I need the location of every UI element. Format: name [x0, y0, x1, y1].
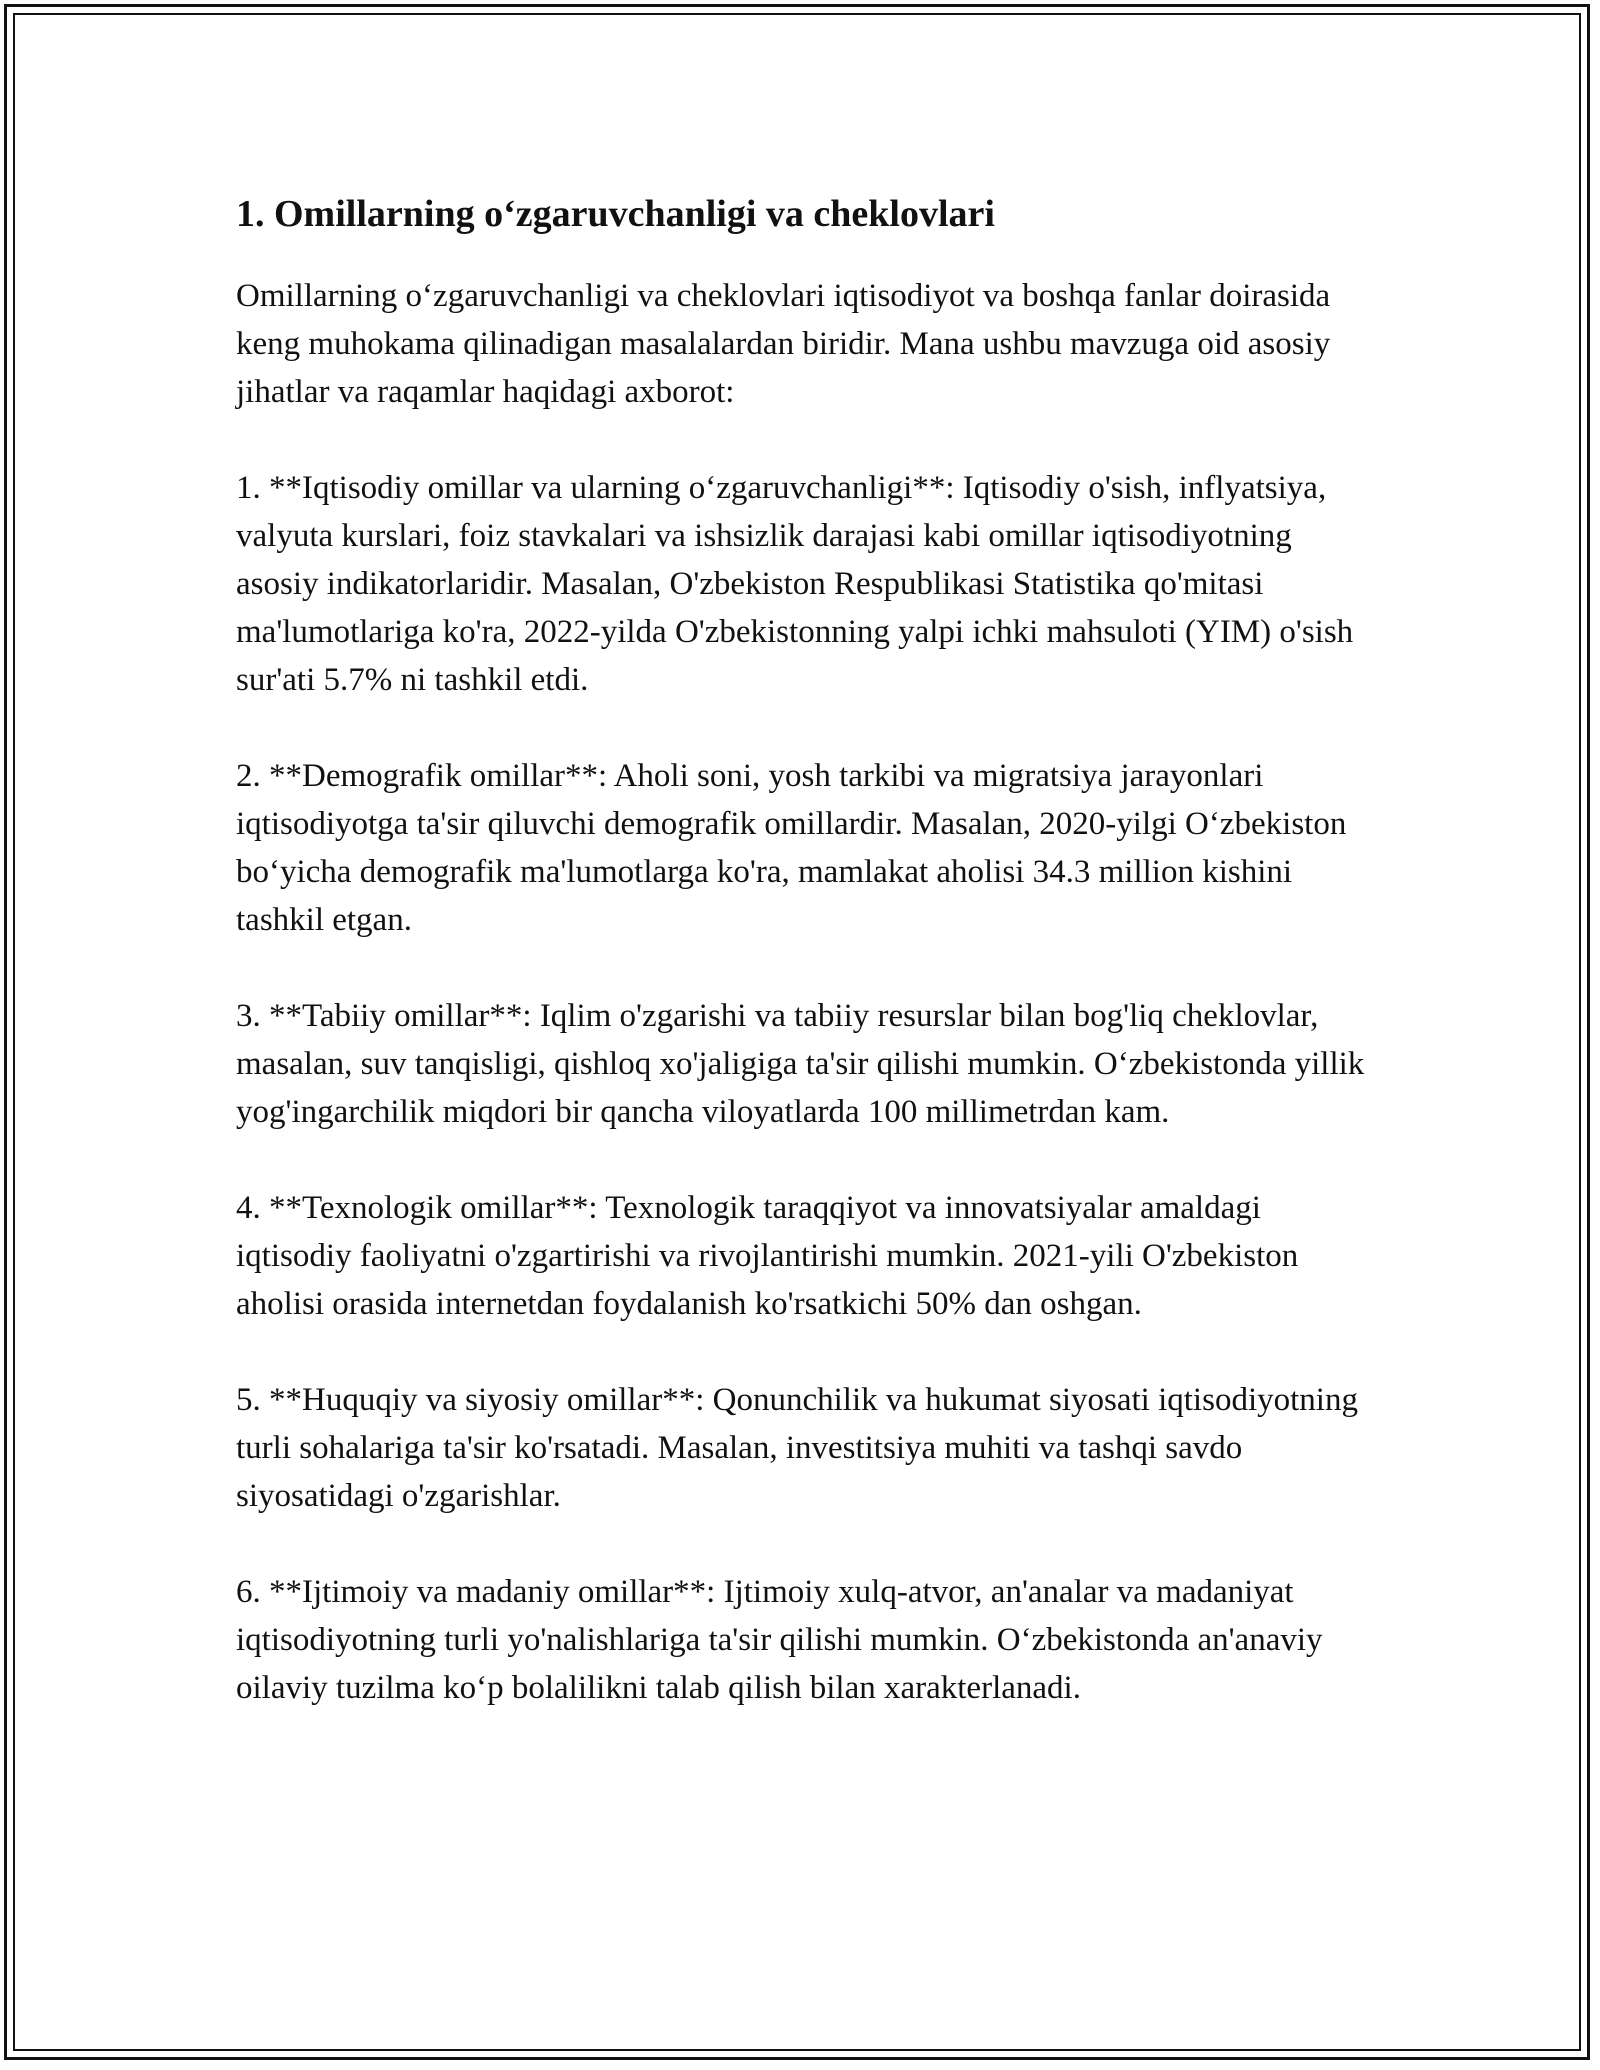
section-heading: 1. Omillarning o‘zgaruvchanligi va cheklovlari [236, 193, 995, 235]
list-item-economic: 1. **Iqtisodiy omillar va ularning o‘zgaruvchanligi**: Iqtisodiy o'sish, inflyatsiya, valyuta kurslari, foiz stavkalari va ishsizlik darajasi kabi omillar iqtisodiyotning asosiy indikatorlaridir. Masalan, O'zbekiston Respublikasi Statistika qo'mitasi ma'lumotlariga ko'ra, 2022-yilda O'zbekistonning yalpi ichki mahsuloti (YIM) o'sish sur'ati 5.7% ni tashkil etdi. [236, 470, 1354, 698]
list-item-technological: 4. **Texnologik omillar**: Texnologik taraqqiyot va innovatsiyalar amaldagi iqtisodiy faoliyatni o'zgartirishi va rivojlantirishi mumkin. 2021-yili O'zbekiston aholisi orasida internetdan foydalanish ko'rsatkichi 50% dan oshgan. [236, 1190, 1299, 1322]
document-body [236, 186, 1366, 1760]
list-item-demographic: 2. **Demografik omillar**: Aholi soni, yosh tarkibi va migratsiya jarayonlari iqtisodiyotga ta'sir qiluvchi demografik omillardir. Masalan, 2020-yilgi O‘zbekiston bo‘yicha demografik ma'lumotlarga ko'ra, mamlakat aholisi 34.3 million kishini tashkil etgan. [236, 758, 1347, 938]
list-item-legal-political: 5. **Huquqiy va siyosiy omillar**: Qonunchilik va hukumat siyosati iqtisodiyotning turli sohalariga ta'sir ko'rsatadi. Masalan, investitsiya muhiti va tashqi savdo siyosatidagi o'zgarishlar. [236, 1382, 1358, 1514]
intro-paragraph: Omillarning o‘zgaruvchanligi va cheklovlari iqtisodiyot va boshqa fanlar doirasida keng muhokama qilinadigan masalalardan biridir. Mana ushbu mavzuga oid asosiy jihatlar va raqamlar haqidagi axborot: [236, 278, 1331, 410]
list-item-natural: 3. **Tabiiy omillar**: Iqlim o'zgarishi va tabiiy resurslar bilan bog'liq cheklovlar, masalan, suv tanqisligi, qishloq xo'jaligiga ta'sir qilishi mumkin. O‘zbekistonda yillik yog'ingarchilik miqdori bir qancha viloyatlarda 100 millimetrdan kam. [236, 998, 1365, 1130]
list-item-social-cultural: 6. **Ijtimoiy va madaniy omillar**: Ijtimoiy xulq-atvor, an'analar va madaniyat iqtisodiyotning turli yo'nalishlariga ta'sir qilishi mumkin. O‘zbekistonda an'anaviy oilaviy tuzilma ko‘p bolalilikni talab qilish bilan xarakterlanadi. [236, 1574, 1323, 1706]
